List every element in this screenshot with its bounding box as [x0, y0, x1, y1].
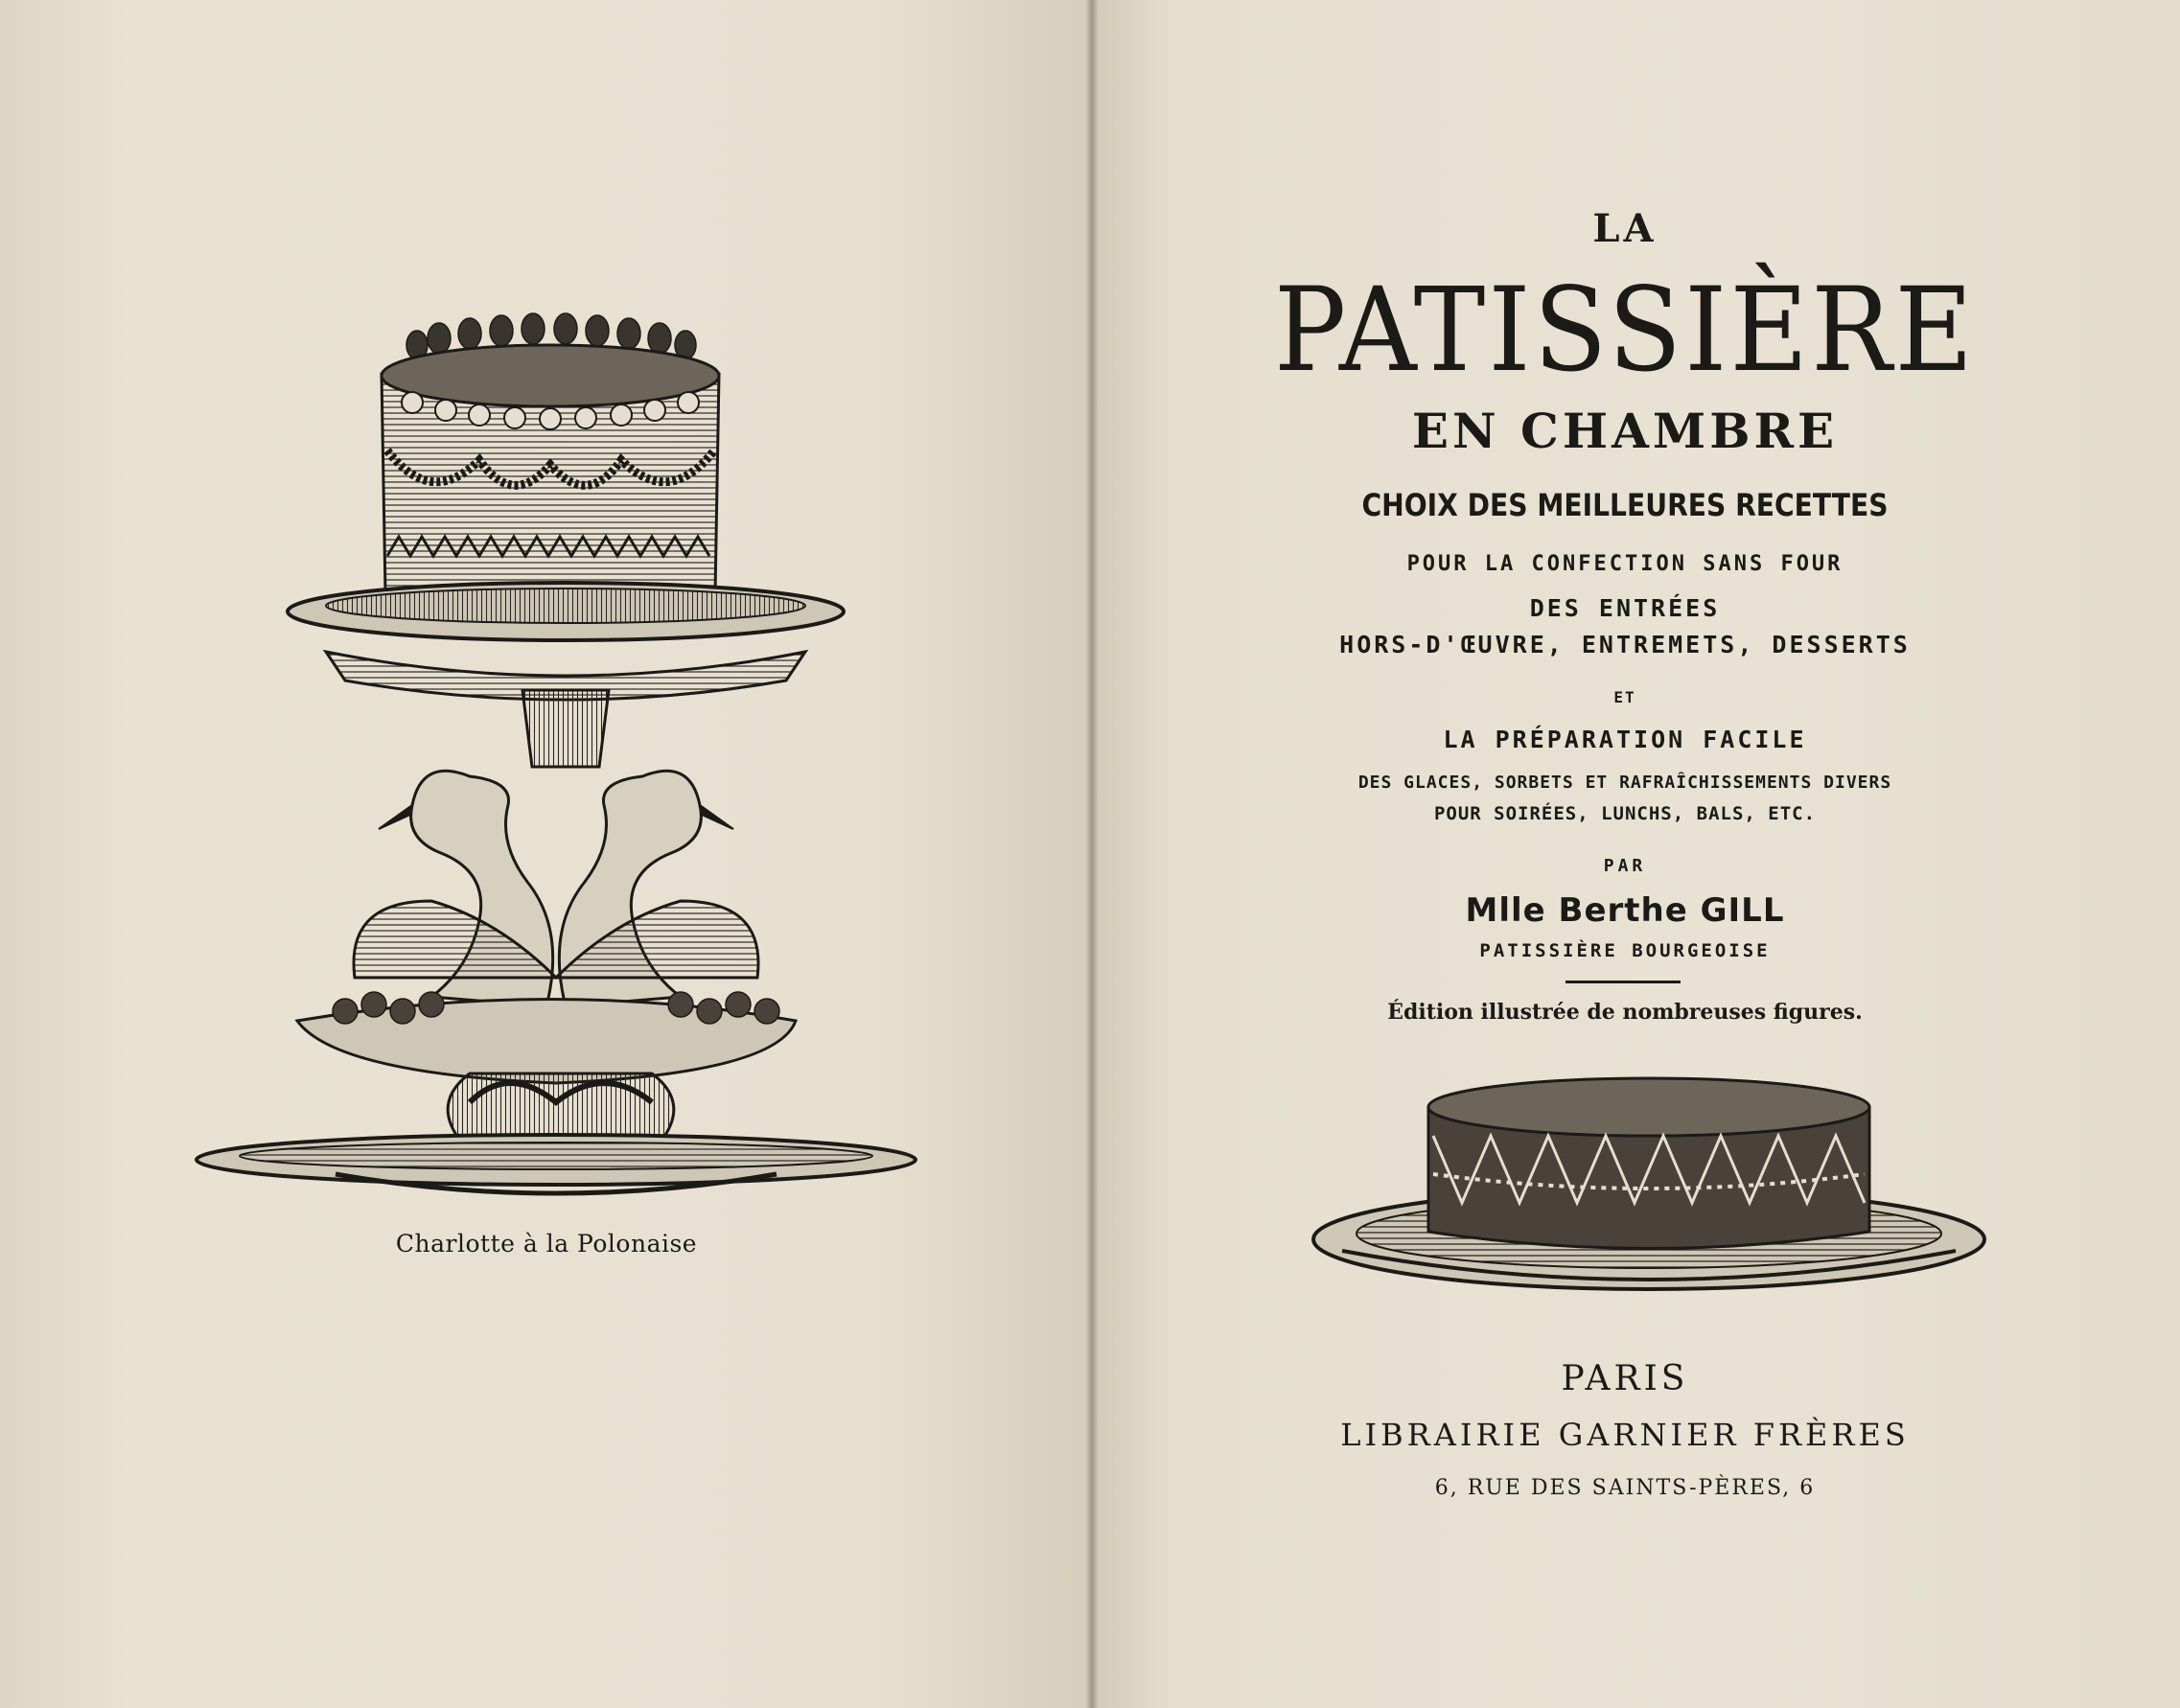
book-subtitle: EN CHAMBRE	[1411, 403, 1839, 459]
title-article: LA	[1592, 206, 1658, 251]
charlotte-engraving-illustration	[182, 307, 930, 1217]
subtitle-line-glaces: DES GLACES, SORBETS ET RAFRAÎCHISSEMENTS DIVERS	[1357, 773, 1892, 793]
publisher-address: 6, RUE DES SAINTS-PÈRES, 6	[1434, 1476, 1816, 1500]
subtitle-line-soirees: POUR SOIRÉES, LUNCHS, BALS, ETC.	[1433, 803, 1817, 824]
publisher-name: LIBRAIRIE GARNIER FRÈRES	[1340, 1417, 1910, 1453]
subtitle-line-entrees: DES ENTRÉES	[1529, 594, 1721, 622]
subtitle-line-prep: LA PRÉPARATION FACILE	[1443, 726, 1807, 753]
subtitle-line-et: ET	[1613, 688, 1636, 706]
edition-note: Édition illustrée de nombreuses figures.	[1387, 1000, 1863, 1025]
subtitle-line-choix: CHOIX DES MEILLEURES RECETTES	[1361, 487, 1889, 523]
molded-cake-engraving-illustration	[1304, 1069, 1994, 1308]
book-gutter	[1085, 0, 1099, 1708]
byline-par: PAR	[1603, 856, 1647, 876]
subtitle-line-pour: POUR LA CONFECTION SANS FOUR	[1406, 552, 1844, 576]
author-role: PATISSIÈRE BOURGEOISE	[1479, 940, 1771, 961]
subtitle-line-hors: HORS-D'ŒUVRE, ENTREMETS, DESSERTS	[1339, 631, 1911, 658]
book-title: PATISSIÈRE	[1273, 263, 1977, 399]
frontispiece-caption: Charlotte à la Polonaise	[395, 1230, 698, 1258]
title-divider-rule	[1565, 981, 1681, 983]
author-name: Mlle Berthe GILL	[1465, 891, 1785, 930]
publisher-city: PARIS	[1561, 1359, 1689, 1398]
